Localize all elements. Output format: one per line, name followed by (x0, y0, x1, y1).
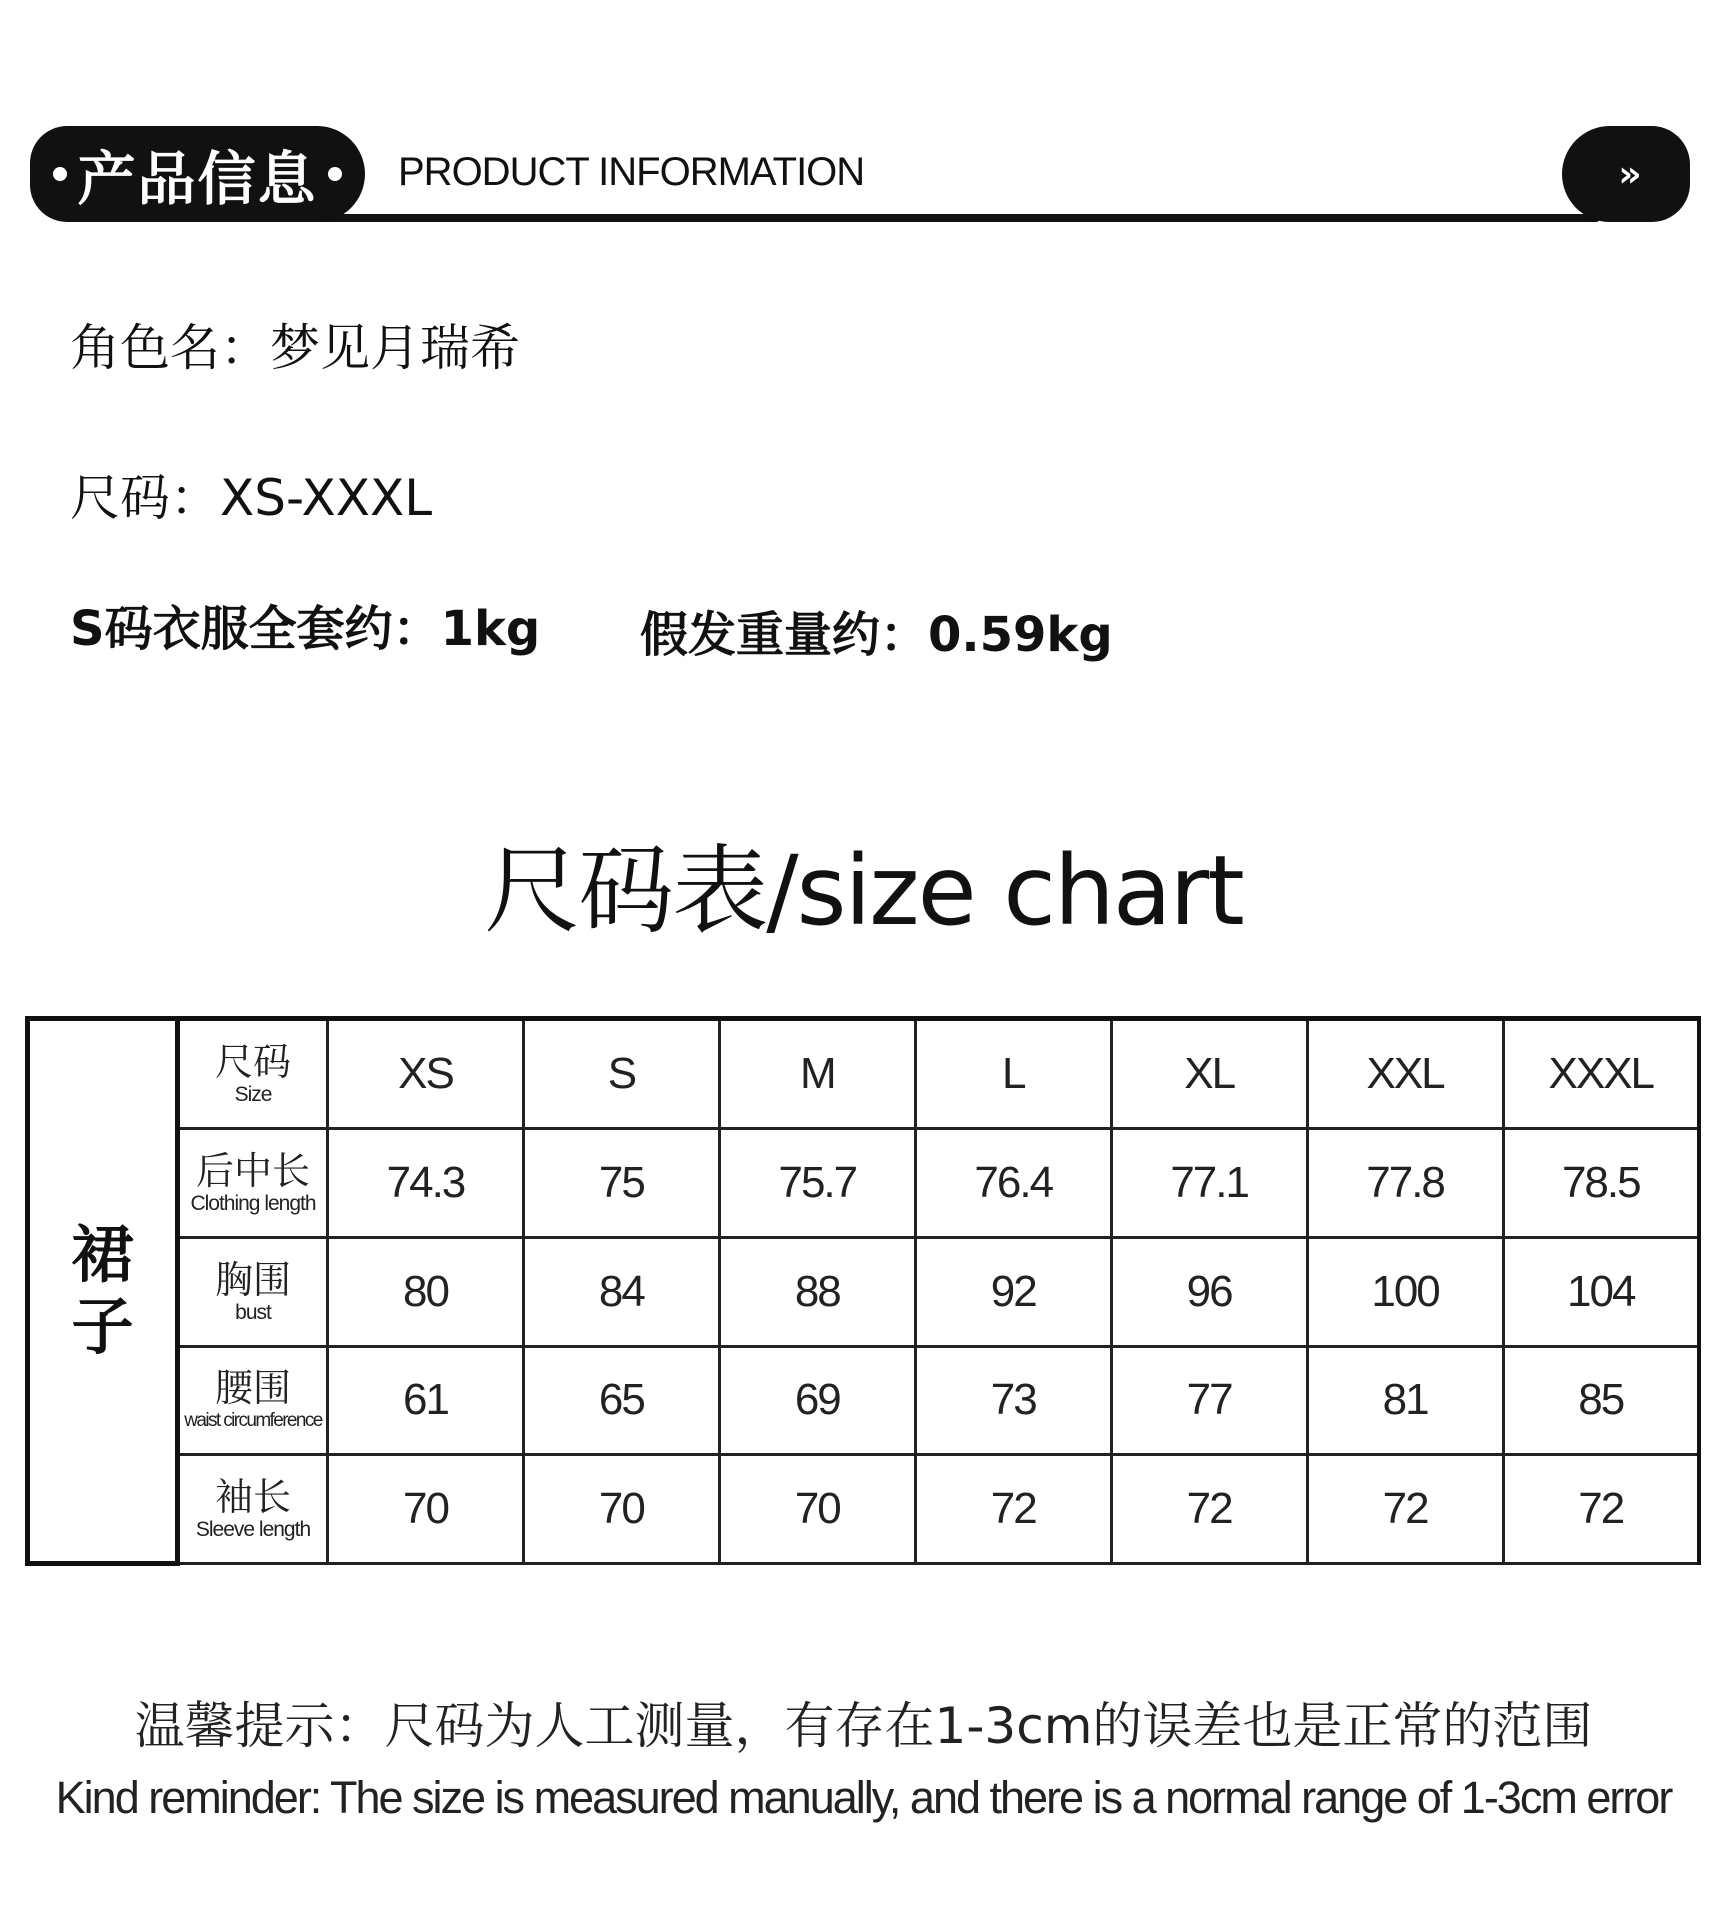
table-cell: 77.8 (1307, 1129, 1503, 1238)
banner-underline (180, 214, 1600, 222)
category-text: 裙子 (71, 1218, 134, 1363)
dot-icon (53, 167, 67, 181)
size-col-header: S (523, 1019, 719, 1129)
table-row (28, 1346, 1700, 1455)
table-header-row (28, 1019, 1700, 1129)
row-header-clothing-length (178, 1129, 328, 1238)
table-cell: 100 (1307, 1237, 1503, 1346)
size-header-en: Size (234, 1083, 272, 1107)
table-cell: 72 (1111, 1455, 1307, 1564)
size-chart-table (25, 1016, 1701, 1566)
table-cell: 96 (1111, 1237, 1307, 1346)
row-label-cn: 胸围 (214, 1257, 291, 1302)
row-header-sleeve-length (178, 1455, 328, 1564)
table-cell: 65 (523, 1346, 719, 1455)
table-cell: 69 (719, 1346, 915, 1455)
table-cell: 75 (523, 1129, 719, 1238)
table-cell: 88 (719, 1237, 915, 1346)
table-row (28, 1455, 1700, 1564)
row-header-waist (178, 1346, 328, 1455)
category-label (28, 1019, 178, 1564)
table-cell: 70 (719, 1455, 915, 1564)
reminder-en: Kind reminder: The size is measured manually, and there is a normal range of 1-3cm error (55, 1772, 1672, 1823)
table-cell: 70 (328, 1455, 524, 1564)
table-cell: 80 (328, 1237, 524, 1346)
table-cell: 76.4 (915, 1129, 1111, 1238)
reminder-cn: 温馨提示：尺码为人工测量，有存在1-3cm的误差也是正常的范围 (134, 1697, 1593, 1755)
table-cell: 72 (1503, 1455, 1699, 1564)
table-cell: 77.1 (1111, 1129, 1307, 1238)
banner-title-pill (30, 126, 365, 222)
table-cell: 81 (1307, 1346, 1503, 1455)
table-row (28, 1237, 1700, 1346)
size-col-header: XXL (1307, 1019, 1503, 1129)
size-header-cn: 尺码 (214, 1040, 291, 1085)
table-cell: 61 (328, 1346, 524, 1455)
row-label-cn: 后中长 (195, 1149, 310, 1194)
row-label-en: bust (235, 1300, 271, 1324)
table-cell: 72 (915, 1455, 1111, 1564)
character-name: 角色名：梦见月瑞希 (70, 319, 520, 377)
banner-title-cn: 产品信息 (77, 145, 318, 213)
product-info-banner (30, 126, 1690, 226)
table-cell: 78.5 (1503, 1129, 1699, 1238)
table-cell: 75.7 (719, 1129, 915, 1238)
size-header-cell (178, 1019, 328, 1129)
banner-title-en: PRODUCT INFORMATION (398, 150, 865, 194)
size-col-header: M (719, 1019, 915, 1129)
table-cell: 73 (915, 1346, 1111, 1455)
table-cell: 70 (523, 1455, 719, 1564)
row-label-en: waist circumference (184, 1410, 322, 1432)
table-cell: 77 (1111, 1346, 1307, 1455)
table-row (28, 1129, 1700, 1238)
wig-weight: 假发重量约：0.59kg (640, 607, 1113, 663)
clothes-weight: S码衣服全套约：1kg (70, 601, 541, 657)
double-chevron-right-icon: » (1618, 153, 1634, 195)
size-chart-title: 尺码表/size chart (484, 835, 1243, 947)
row-label-en: Sleeve length (195, 1518, 311, 1542)
size-col-header: XXXL (1503, 1019, 1699, 1129)
row-header-bust (178, 1237, 328, 1346)
dot-icon (328, 167, 342, 181)
table-cell: 92 (915, 1237, 1111, 1346)
row-label-cn: 腰围 (214, 1366, 291, 1411)
banner-right-cap (1562, 126, 1690, 222)
table-cell: 74.3 (328, 1129, 524, 1238)
size-range: 尺码：XS-XXXL (70, 469, 433, 527)
table-cell: 104 (1503, 1237, 1699, 1346)
row-label-cn: 袖长 (214, 1475, 291, 1520)
size-col-header: XS (328, 1019, 524, 1129)
table-cell: 85 (1503, 1346, 1699, 1455)
table-cell: 72 (1307, 1455, 1503, 1564)
row-label-en: Clothing length (190, 1192, 316, 1216)
size-col-header: L (915, 1019, 1111, 1129)
size-col-header: XL (1111, 1019, 1307, 1129)
table-cell: 84 (523, 1237, 719, 1346)
